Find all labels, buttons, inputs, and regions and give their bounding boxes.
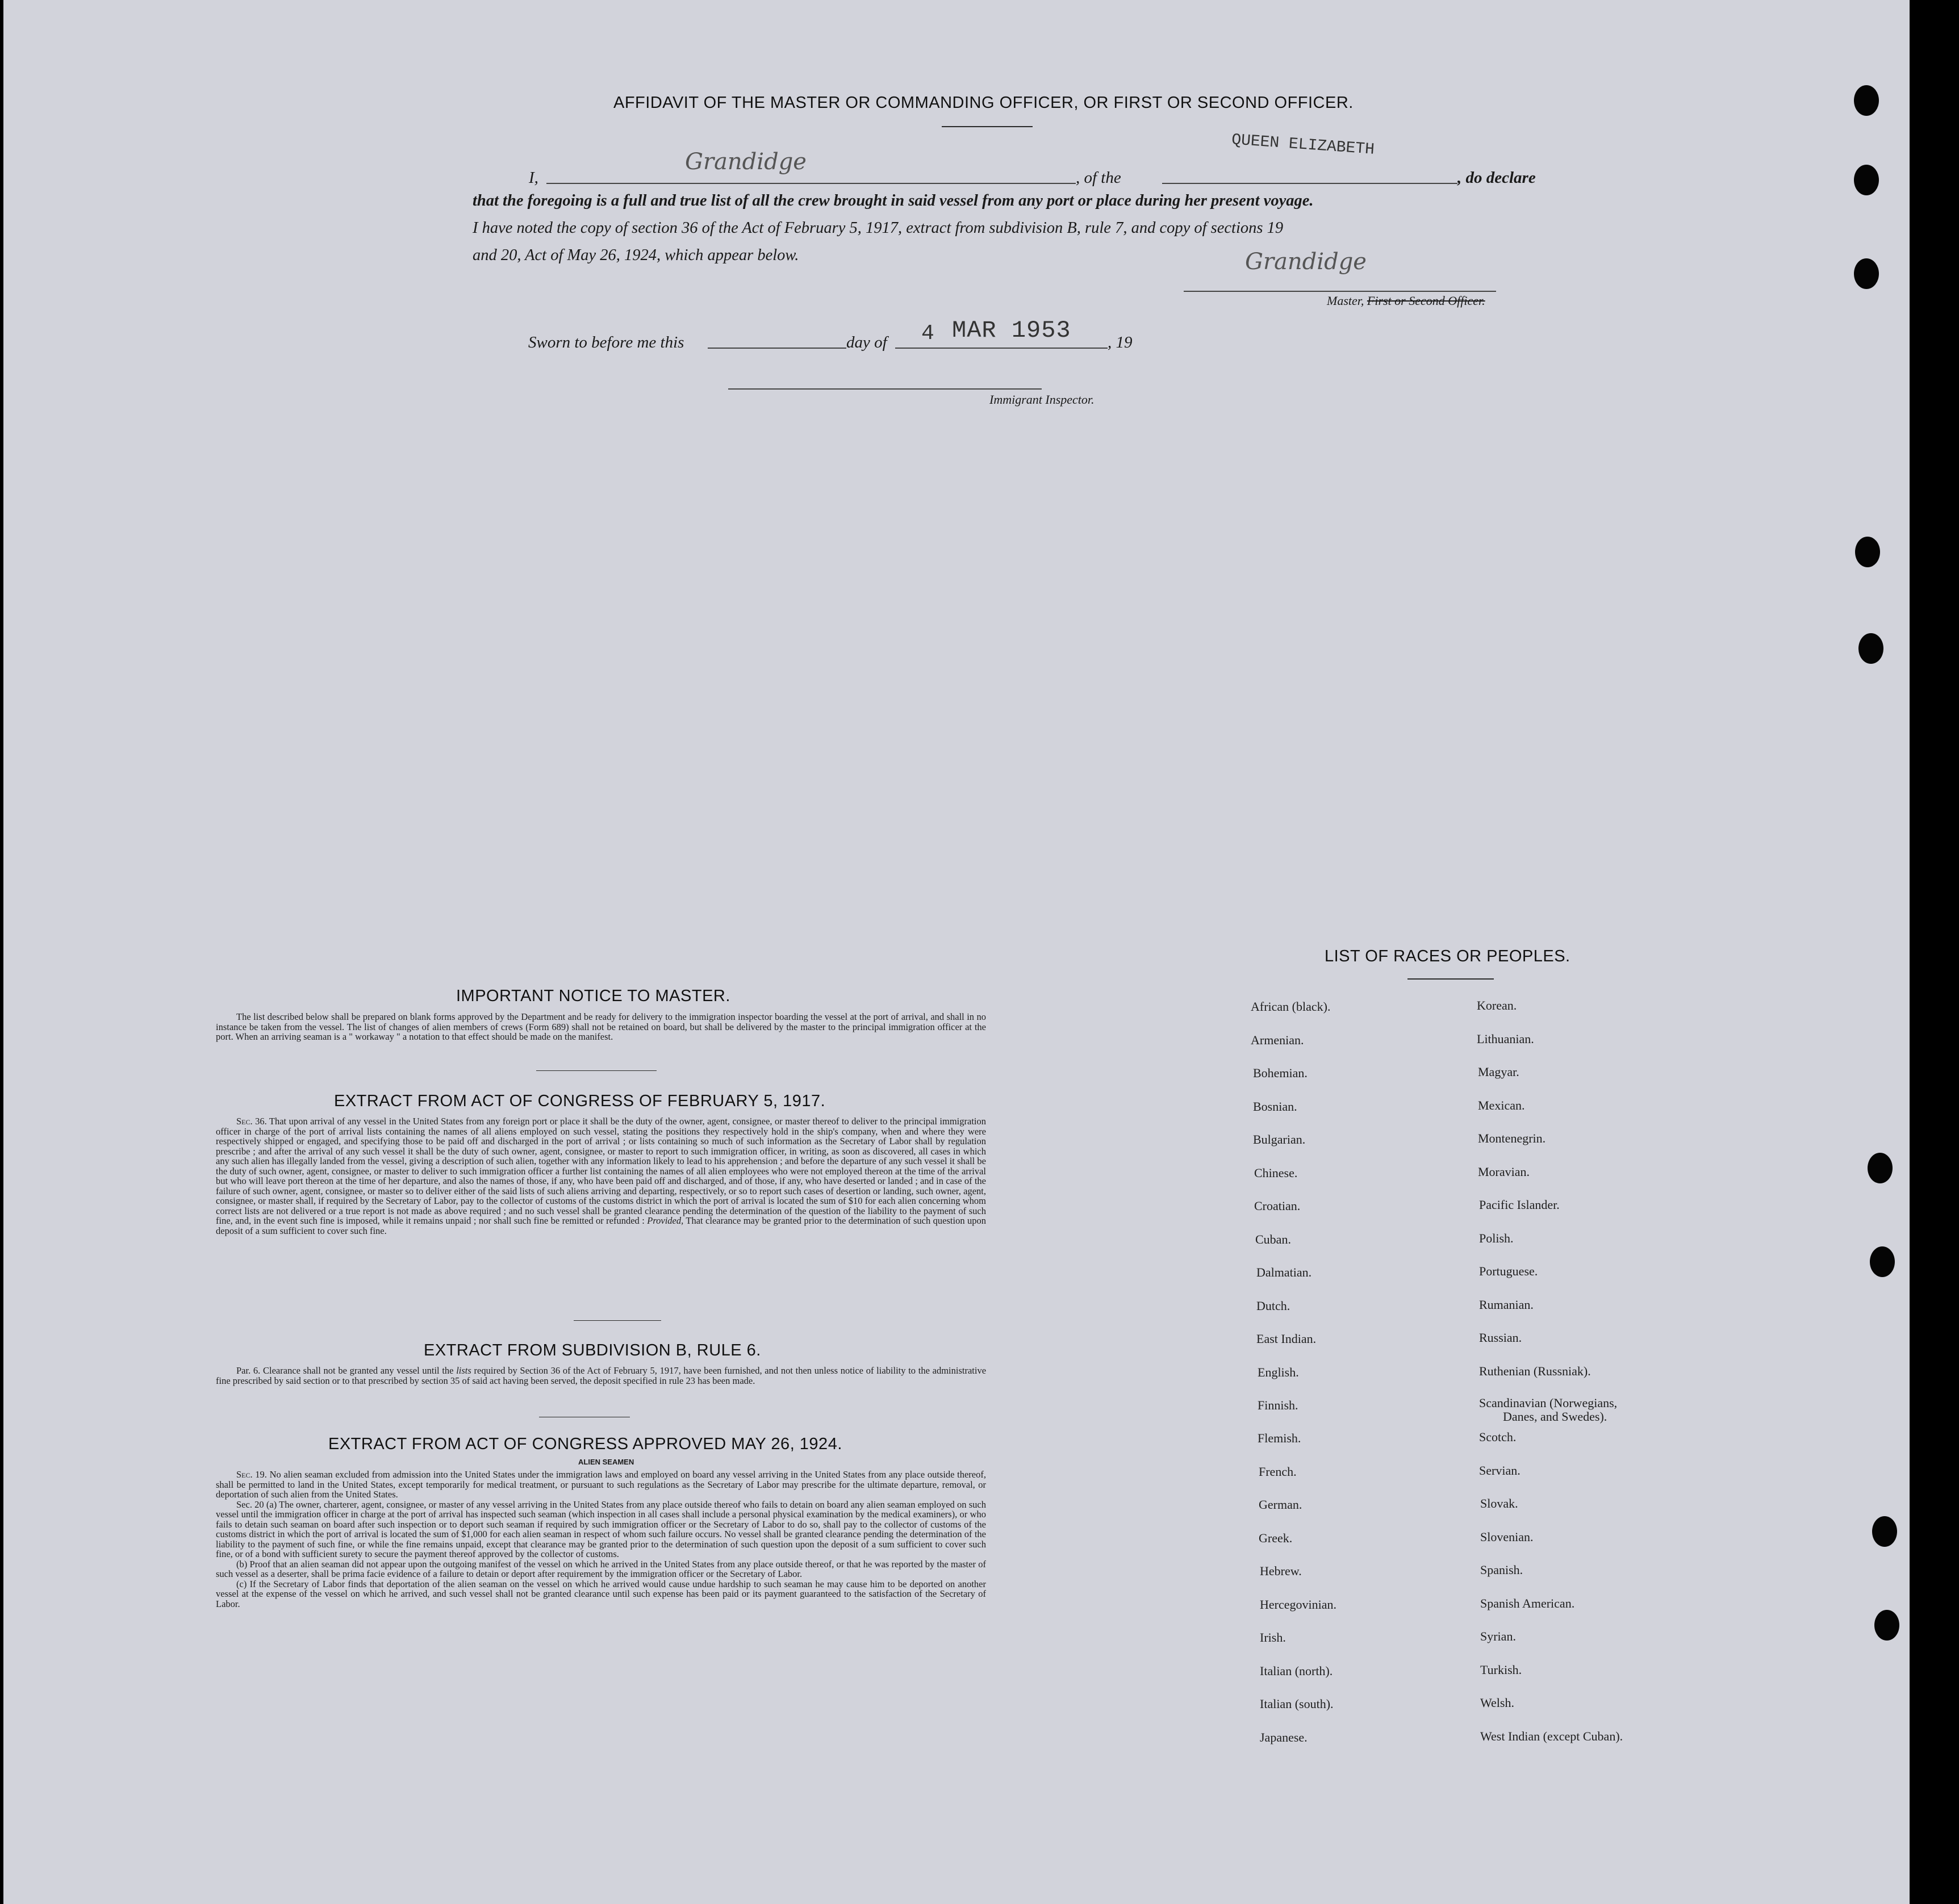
alien-seamen-subtitle: ALIEN SEAMEN <box>578 1458 634 1466</box>
i-label: I, <box>529 169 538 187</box>
race-right: Lithuanian. <box>1477 1032 1534 1046</box>
date-stamp: MAR 1953 <box>952 317 1071 344</box>
sec-20b-text: (b) Proof that an alien seaman did not appear upon the outgoing manifest of the vessel on which he arrived in the United States from any place outside thereof, or that he was reported by the master of such vessel as a deserter, shall be prima facie evidence of a failure to detain or deport after requirement by the immigration officer or the Secretary of Labor. <box>216 1558 986 1579</box>
race-left: Dalmatian. <box>1256 1265 1312 1279</box>
race-left: Bulgarian. <box>1253 1132 1306 1146</box>
punch-hole <box>1855 537 1880 567</box>
punch-hole <box>1858 633 1883 664</box>
master-signature: Grandidge <box>1245 249 1367 275</box>
punch-hole <box>1854 165 1879 195</box>
inspector-signature-line <box>728 388 1042 390</box>
sec-36-label: Sec. 36. <box>236 1116 267 1127</box>
race-left: Finnish. <box>1258 1398 1298 1412</box>
affidavit-title: AFFIDAVIT OF THE MASTER OR COMMANDING OFFICER, OR FIRST OR SECOND OFFICER. <box>613 94 1354 112</box>
extract-1917-body <box>216 1116 986 1236</box>
race-right: Spanish American. <box>1480 1596 1575 1610</box>
provided-label: Provided, <box>647 1215 684 1226</box>
inspector-label: Immigrant Inspector. <box>989 392 1095 407</box>
notice-divider <box>536 1070 657 1071</box>
race-right: Polish. <box>1479 1231 1514 1245</box>
races-title: LIST OF RACES OR PEOPLES. <box>1325 947 1570 965</box>
declaration-line-2: that the foregoing is a full and true list of all the crew brought in said vessel from any port or place during her present voyage. <box>473 192 1314 210</box>
race-right: Ruthenian (Russniak). <box>1479 1364 1591 1378</box>
race-right: Turkish. <box>1480 1663 1522 1677</box>
race-left: Armenian. <box>1251 1033 1304 1047</box>
race-right: Welsh. <box>1480 1696 1514 1710</box>
of-the-label: , of the <box>1076 169 1121 187</box>
declarant-signature: Grandidge <box>685 149 807 175</box>
sec-19-text: No alien seaman excluded from admission into the United States under the immigration laws and employed on board any vessel arriving in the United States from any place outside thereof, shall be permitted to land in the United States, except temporarily for medical treatment, or pursuant to such regulations as the Secretary of Labor may prescribe for the ultimate departure, removal, or deportation of such alien from the United States. <box>216 1469 986 1500</box>
race-right: Scandinavian (Norwegians, <box>1479 1396 1618 1410</box>
race-right: Spanish. <box>1480 1563 1523 1577</box>
race-left: Croatian. <box>1254 1199 1301 1213</box>
punch-hole <box>1868 1153 1893 1183</box>
punch-hole <box>1854 258 1879 289</box>
notice-title: IMPORTANT NOTICE TO MASTER. <box>456 987 730 1005</box>
punch-hole <box>1872 1516 1897 1547</box>
extract-1917-title: EXTRACT FROM ACT OF CONGRESS OF FEBRUARY 5, 1917. <box>334 1092 826 1110</box>
race-left: Hebrew. <box>1260 1564 1302 1578</box>
sworn-label: Sworn to before me this <box>528 333 684 351</box>
race-left: German. <box>1259 1497 1302 1512</box>
race-right: Magyar. <box>1478 1065 1519 1079</box>
race-right: Moravian. <box>1478 1165 1530 1179</box>
subdivision-body <box>216 1366 986 1386</box>
par-6-label: Par. 6. <box>236 1365 261 1376</box>
par-6-text-b: required by Section 36 of the Act of February 5, 1917, have been furnished, and not then unless notice of liability to the administrative fine prescribed by said section or to that prescribed by section 35 of said act having been served, the deposit specified in rule 23 has been made. <box>216 1365 987 1386</box>
title-divider <box>942 126 1033 127</box>
race-right: West Indian (except Cuban). <box>1480 1729 1623 1743</box>
document-page <box>3 0 1910 1904</box>
master-label: Master, <box>1327 294 1364 308</box>
sec-19-label: Sec. 19. <box>236 1469 267 1480</box>
vessel-name-stamp: QUEEN ELIZABETH <box>1231 131 1375 159</box>
race-right: Slovak. <box>1480 1496 1518 1510</box>
race-right: Mexican. <box>1478 1098 1525 1112</box>
sec-20c-text: (c) If the Secretary of Labor finds that deportation of the alien seaman on the vessel on which he arrived would cause undue hardship to such seaman he may cause him to be deported on another vessel at the expense of the vessel on which he arrived, and such vessel shall not be granted clearance until such expense has been paid or its payment guaranteed to the satisfaction of the Secretary of Labor. <box>216 1578 986 1609</box>
year-suffix: , 19 <box>1108 333 1133 351</box>
sec-36-text: That upon arrival of any vessel in the United States from any foreign port or place it shall be the duty of the owner, agent, consignee, or master thereof to deliver to the principal immigration officer in charge of the port of arrival lists containing the names of all aliens employed on such vessel, stating the positions they respectively hold in the ship's company, when and where they were respectively shipped or engaged, and specifying those to be paid off and discharged in the port of arrival ; or lists containing so much of such information as the Secretary of Labor shall by regulation prescribe ; and after the arrival of any such vessel it shall be the duty of such owner, agent, consignee, or master to report to such immigration officer, in writing, as soon as discovered, all cases in which any such alien has illegally landed from the vessel, giving a description of such alien, together with any information likely to lead to his apprehension ; and before the departure of any such vessel it shall be the duty of such owner, agent, consignee, or master to deliver to such immigration officer a further list containing the names of all alien employees who were not employed thereon at the time of the arrival but who will leave port thereon at the time of her departure, and also the names of those, if any, who have been paid off and discharged, and of those, if any, who have deserted or landed ; and in case of the failure of such owner, agent, consignee, or master so to deliver either of the said lists of such aliens arriving and departing, respectively, or so to report such cases of desertion or landing, such owner, agent, consignee, or master shall, if required by the Secretary of Labor, pay to the collector of customs of the customs district in which the port of arrival is located the sum of $10 for each alien concerning whom correct lists are not delivered or a true report is not made as above required ; and no such vessel shall be granted clearance pending the determination of the question of the liability to the payment of such fine, and, in the event such fine is imposed, while it remains unpaid ; nor shall such fine be remitted or refunded : <box>216 1116 987 1226</box>
subdivision-title: EXTRACT FROM SUBDIVISION B, RULE 6. <box>424 1341 761 1359</box>
officer-label-struck: First or Second Officer. <box>1367 294 1485 308</box>
race-right: Russian. <box>1479 1330 1522 1345</box>
extract-1917-divider <box>574 1320 661 1321</box>
race-left: Italian (south). <box>1260 1697 1334 1711</box>
race-right: Syrian. <box>1480 1629 1516 1643</box>
race-left: Greek. <box>1259 1531 1293 1545</box>
do-declare-label: , do declare <box>1457 169 1536 187</box>
extract-1924-title: EXTRACT FROM ACT OF CONGRESS APPROVED MAY 26, 1924. <box>328 1435 842 1453</box>
race-left: Bohemian. <box>1253 1066 1308 1080</box>
race-right: Slovenian. <box>1480 1530 1534 1544</box>
races-divider <box>1407 978 1494 980</box>
race-right: Scotch. <box>1479 1430 1517 1444</box>
day-of-label: day of <box>846 333 887 351</box>
race-left: Dutch. <box>1256 1299 1290 1313</box>
master-label-group <box>1327 292 1485 310</box>
punch-hole <box>1854 85 1879 116</box>
declaration-line-4: and 20, Act of May 26, 1924, which appear below. <box>473 246 799 264</box>
race-left: Bosnian. <box>1253 1099 1297 1114</box>
sec-20a-text: Sec. 20 (a) The owner, charterer, agent, consignee, or master of any vessel arriving in the United States from any place outside thereof who fails to detain on board any alien seaman employed on such vessel until the immigration officer in charge at the port of arrival has inspected such seaman (which inspection in all cases shall include a personal physical examination by the medical examiners), or who fails to detain such seaman on board after such inspection or to deport such seaman if required by such immigration officer or the Secretary of Labor to do so, shall pay to the collector of customs of the customs district in which the port of arrival is located the sum of $1,000 for each alien seaman in respect of whom such failure occurs. No vessel shall be granted clearance pending the determination of the liability to the payment of such fine, or while the fine remains unpaid, except that clearance may be granted prior to the determination of such question upon the deposit of a sum sufficient to cover such fine, or of a bond with sufficient surety to secure the payment thereof approved by the collector of customs. <box>216 1499 986 1559</box>
sworn-day-line <box>708 348 846 349</box>
race-left: East Indian. <box>1256 1332 1317 1346</box>
race-left: English. <box>1258 1365 1299 1379</box>
vessel-field-line <box>1162 183 1457 184</box>
race-left: Irish. <box>1260 1630 1286 1644</box>
race-left: Hercegovinian. <box>1260 1597 1336 1612</box>
race-right: Korean. <box>1477 998 1517 1012</box>
race-right: Pacific Islander. <box>1479 1198 1560 1212</box>
punch-hole <box>1874 1610 1899 1641</box>
notice-body <box>216 1012 986 1042</box>
declaration-line-3: I have noted the copy of section 36 of the Act of February 5, 1917, extract from subdivision B, rule 7, and copy of sections 19 <box>473 219 1284 237</box>
sworn-month-line <box>895 348 1108 349</box>
race-left: Flemish. <box>1258 1431 1301 1445</box>
date-day: 4 <box>921 321 934 346</box>
race-right: Rumanian. <box>1479 1298 1534 1312</box>
race-left: French. <box>1259 1464 1297 1479</box>
race-left: Japanese. <box>1260 1730 1308 1744</box>
sec-36-text-end: That clearance may be granted prior to the determination of such question upon deposit of a sum sufficient to cover such fine. <box>216 1215 987 1236</box>
race-right: Portuguese. <box>1479 1264 1538 1278</box>
lists-label: lists <box>456 1365 471 1376</box>
race-left: Cuban. <box>1255 1232 1291 1246</box>
race-left: Italian (north). <box>1260 1664 1333 1678</box>
notice-text: The list described below shall be prepared on blank forms approved by the Department and be ready for delivery to the immigration inspector boarding the vessel at the port of arrival, and shall in no instance be taken from the vessel. The list of changes of alien members of crews (Form 689) shall not be retained on board, but shall be delivered by the master to the principal immigration officer at the port. When an arriving seaman is a " workaway " a notation to that effect should be made on the manifest. <box>216 1011 986 1042</box>
name-field-line <box>546 183 1076 184</box>
race-left: African (black). <box>1251 999 1331 1014</box>
extract-1924-body <box>216 1470 986 1609</box>
race-right: Montenegrin. <box>1478 1131 1546 1145</box>
race-right: Servian. <box>1479 1463 1521 1478</box>
par-6-text-a: Clearance shall not be granted any vessel until the <box>263 1365 454 1376</box>
race-left: Chinese. <box>1254 1166 1298 1180</box>
race-right: Danes, and Swedes). <box>1503 1409 1607 1424</box>
punch-hole <box>1870 1246 1895 1277</box>
